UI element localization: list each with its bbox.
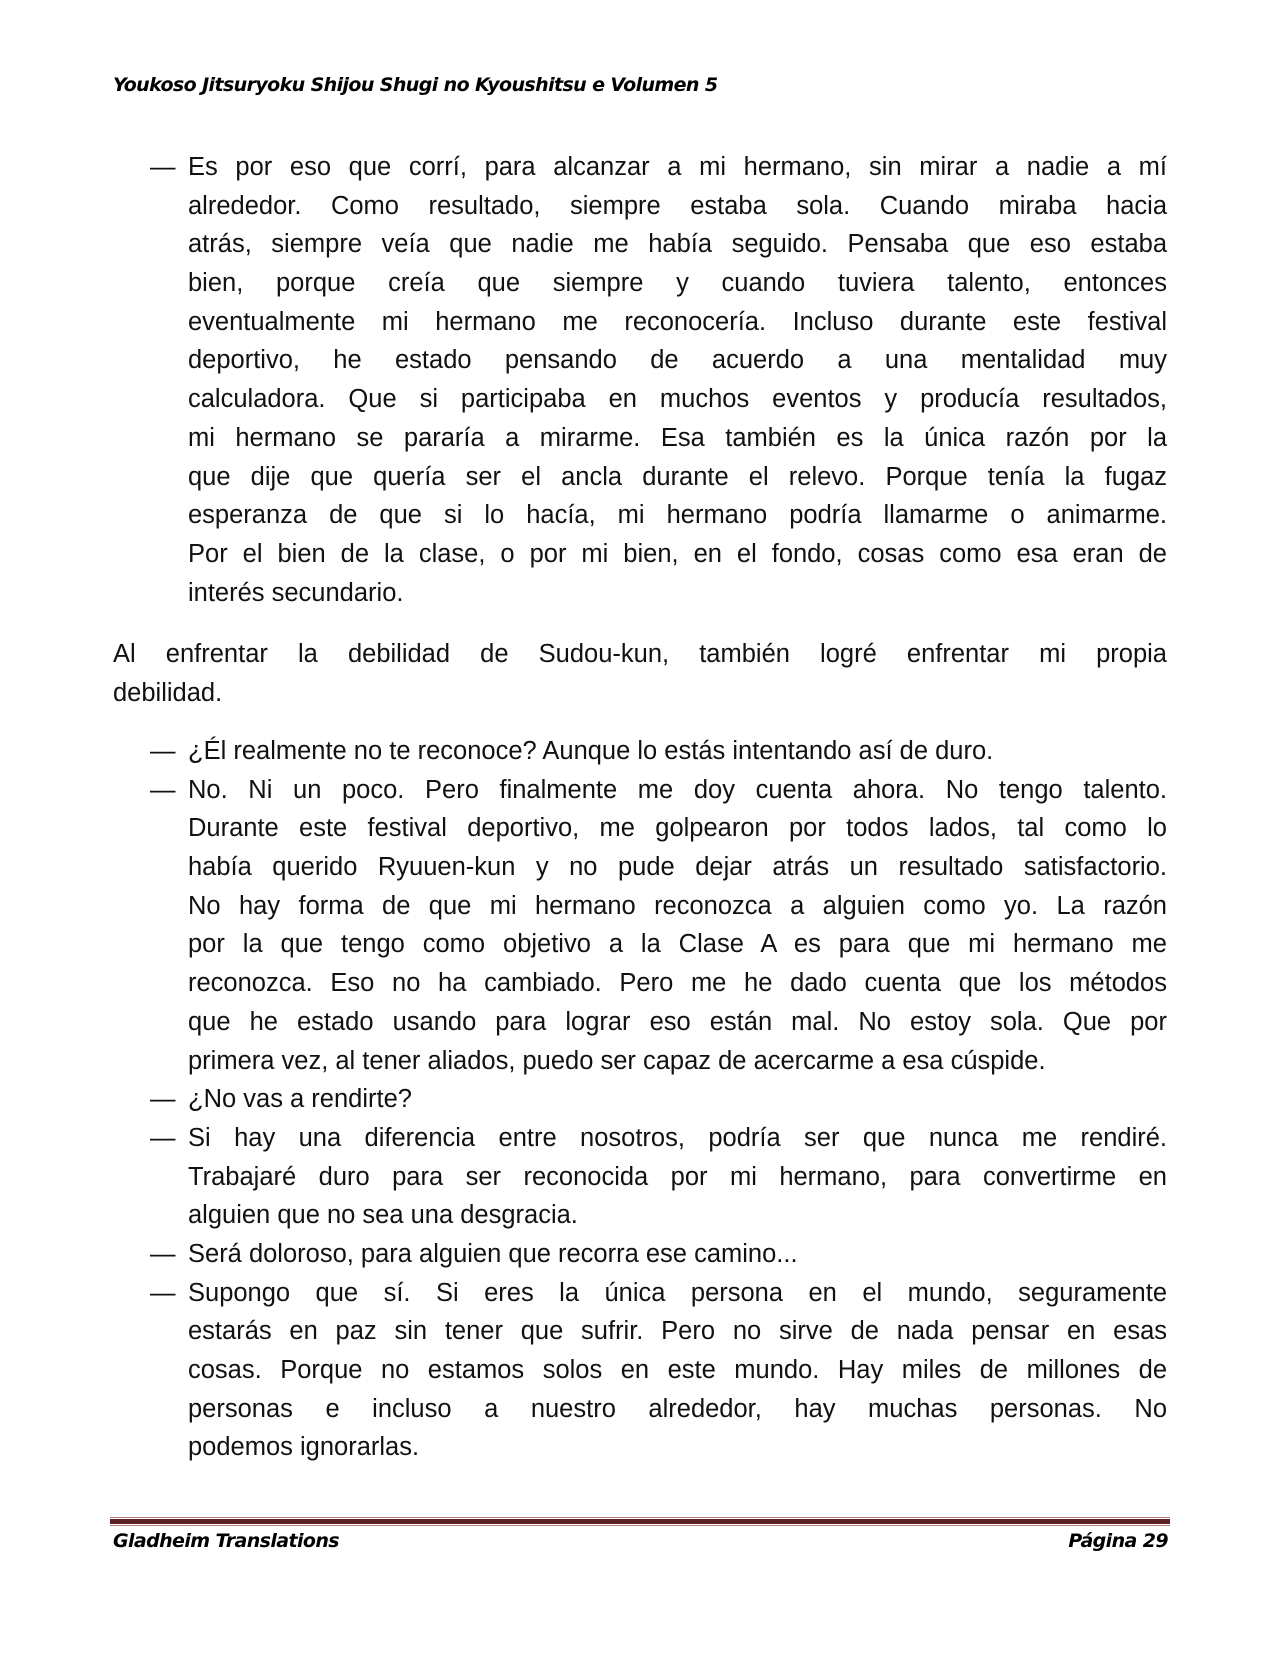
em-dash: — — [150, 775, 176, 804]
text-line: que dije que quería ser el ancla durante el relevo. Porque tenía la fugaz — [188, 462, 1167, 491]
footer-rule-top — [110, 1517, 1170, 1518]
text-line: reconozca. Eso no ha cambiado. Pero me he dado cuenta que los métodos — [188, 969, 1167, 998]
dialogue-line — [150, 732, 1167, 771]
text-line: había querido Ryuuen-kun y no pude dejar atrás un resultado satisfactorio. — [188, 853, 1167, 882]
text-line: Trabajaré duro para ser reconocida por mi hermano, para convertirme en — [188, 1162, 1167, 1191]
text-line: esperanza de que si lo hacía, mi hermano podría llamarme o animarme. — [188, 501, 1167, 530]
text-line: No. Ni un poco. Pero finalmente me doy cuenta ahora. No tengo talento. — [188, 775, 1167, 804]
text-line: que he estado usando para lograr eso están mal. No estoy sola. Que por — [188, 1007, 1167, 1036]
text-line: debilidad. — [113, 678, 223, 707]
text-line: Será doloroso, para alguien que recorra ese camino... — [188, 1239, 798, 1268]
text-line: Por el bien de la clase, o por mi bien, en el fondo, cosas como esa eran de — [188, 539, 1167, 568]
dialogue-line — [150, 1119, 1167, 1235]
text-line: Es por eso que corrí, para alcanzar a mi hermano, sin mirar a nadie a mí — [188, 153, 1167, 181]
footer-page-number: Página 29 — [1068, 1530, 1168, 1552]
em-dash: — — [150, 1123, 176, 1152]
text-line: No hay forma de que mi hermano reconozca a alguien como yo. La razón — [188, 891, 1167, 920]
footer-rule-bottom — [110, 1525, 1170, 1526]
em-dash: — — [150, 1085, 176, 1114]
em-dash: — — [150, 737, 176, 765]
text-line: alrededor. Como resultado, siempre estaba sola. Cuando miraba hacia — [188, 191, 1167, 220]
text-line: Durante este festival deportivo, me golpearon por todos lados, tal como lo — [188, 814, 1167, 843]
dialogue-block-2 — [150, 732, 1167, 1467]
text-line: cosas. Porque no estamos solos en este mundo. Hay miles de millones de — [188, 1356, 1167, 1384]
text-line: mi hermano se pararía a mirarme. Esa también es la única razón por la — [188, 423, 1167, 452]
text-line: calculadora. Que si participaba en muchos eventos y producía resultados, — [188, 385, 1167, 414]
text-line: alguien que no sea una desgracia. — [188, 1201, 578, 1230]
text-line: podemos ignorarlas. — [188, 1433, 420, 1462]
text-line: eventualmente mi hermano me reconocería. Incluso durante este festival — [188, 307, 1167, 336]
text-line: deportivo, he estado pensando de acuerdo a una mentalidad muy — [188, 346, 1167, 375]
text-line: interés secundario. — [188, 578, 404, 607]
text-line: Si hay una diferencia entre nosotros, podría ser que nunca me rendiré. — [188, 1123, 1167, 1152]
text-line: bien, porque creía que siempre y cuando tuviera talento, entonces — [188, 269, 1167, 298]
dialogue-block-1 — [150, 148, 1167, 612]
dialogue-line — [150, 771, 1167, 1081]
text-line: ¿No vas a rendirte? — [188, 1085, 412, 1114]
em-dash: — — [150, 1278, 176, 1307]
narration-paragraph — [113, 635, 1167, 712]
running-header: Youkoso Jitsuryoku Shijou Shugi no Kyoushitsu e Volumen 5 — [113, 74, 718, 96]
text-line: por la que tengo como objetivo a la Clase A es para que mi hermano me — [188, 930, 1167, 959]
dialogue-line — [150, 148, 1167, 612]
dialogue-line — [150, 1235, 1167, 1274]
text-line: ¿Él realmente no te reconoce? Aunque lo estás intentando así de duro. — [188, 737, 994, 765]
footer-rule-thick — [110, 1519, 1170, 1524]
text-line: Al enfrentar la debilidad de Sudou-kun, también logré enfrentar mi propia — [113, 640, 1167, 668]
dialogue-line — [150, 1080, 1167, 1119]
text-line: Supongo que sí. Si eres la única persona en el mundo, seguramente — [188, 1278, 1167, 1307]
text-line: atrás, siempre veía que nadie me había seguido. Pensaba que eso estaba — [188, 230, 1167, 259]
em-dash: — — [150, 153, 176, 181]
text-line: primera vez, al tener aliados, puedo ser capaz de acercarme a esa cúspide. — [188, 1046, 1046, 1075]
text-line: estarás en paz sin tener que sufrir. Pero no sirve de nada pensar en esas — [188, 1317, 1167, 1346]
dialogue-line — [150, 1274, 1167, 1467]
text-line: personas e incluso a nuestro alrededor, hay muchas personas. No — [188, 1394, 1167, 1423]
em-dash: — — [150, 1239, 176, 1268]
footer-translator: Gladheim Translations — [113, 1530, 339, 1552]
